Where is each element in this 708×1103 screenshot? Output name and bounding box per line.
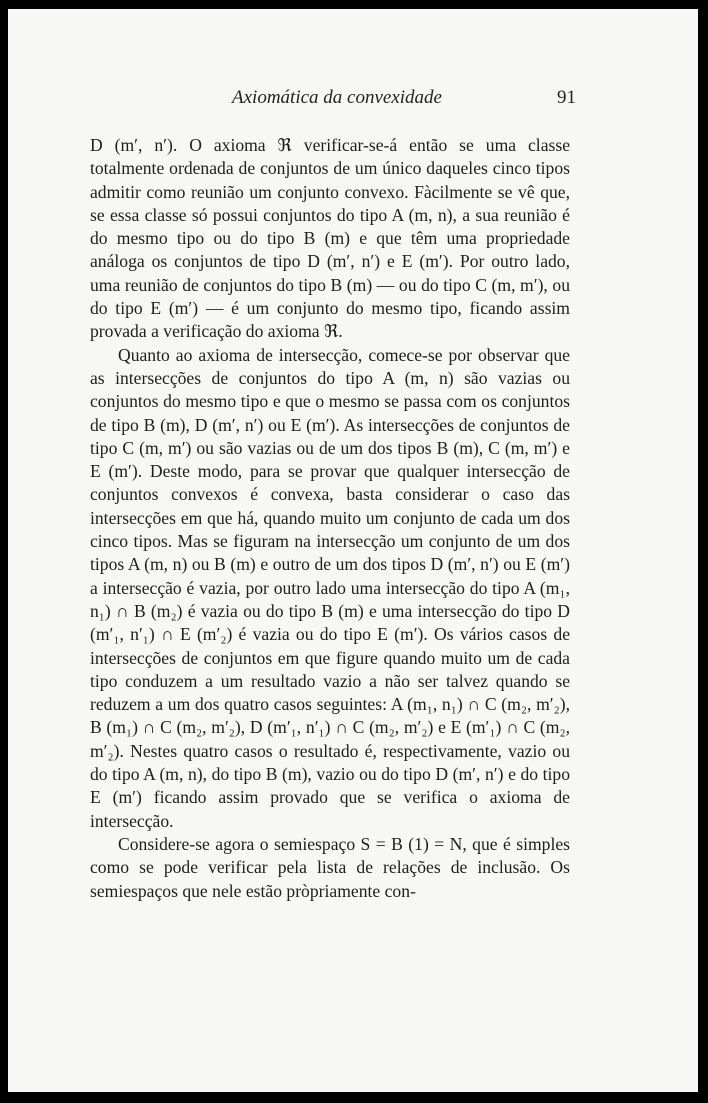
paragraph: Quanto ao axioma de intersecção, comece-se por observar que as intersecções de conjuntos do tipo A (m, n) são vazias ou conjuntos do mesmo tipo e que o mesmo se passa com os conjuntos de tipo B (m), D (m′, n′) ou E (m′). As intersecções de conjuntos de tipo C (m, m′) ou são vazias ou de um dos tipos B (m), C (m, m′) e E (m′). Deste modo, para se provar que qualquer intersecção de conjuntos convexos é convexa, basta considerar o caso das intersecções em que há, quando muito um conjunto de cada um dos cinco tipos. Mas se figuram na intersecção um conjunto de um dos tipos A (m, n) ou B (m) e outro de um dos tipos D (m′, n′) ou E (m′) a intersecção é vazia, por outro lado uma intersecção do tipo A (m₁, n₁) ∩ B (m₂) é vazia ou do tipo B (m) e uma intersecção do tipo D (m′₁, n′₁) ∩ E (m′₂) é vazia ou do tipo E (m′). Os vários casos de intersecções de conjuntos em que figure quando muito um de cada tipo conduzem a um resultado vazio a não ser talvez quando se reduzem a um dos quatro casos seguintes: A (m₁, n₁) ∩ C (m₂, m′₂), B (m₁) ∩ C (m₂, m′₂), D (m′₁, n′₁) ∩ C (m₂, m′₂) e E (m′₁) ∩ C (m₂, m′₂). Nestes quatro casos o resultado é, respectivamente, vazio ou do tipo A (m, n), do tipo B (m), vazio ou do tipo D (m′, n′) e do tipo E (m′) ficando assim provado que se verifica o axioma de intersecção.	[90, 344, 570, 831]
book-page	[8, 9, 698, 1092]
paragraph: D (m′, n′). O axioma ℜ verificar-se-á então se uma classe totalmente ordenada de conjuntos de um único daqueles cinco tipos admitir como reunião um conjunto convexo. Fàcilmente se vê que, se essa classe só possui conjuntos do tipo A (m, n), a sua reunião é do mesmo tipo ou do tipo B (m) e que têm uma propriedade análoga os conjuntos de tipo D (m′, n′) e E (m′). Por outro lado, uma reunião de conjuntos do tipo B (m) — ou do tipo C (m, m′), ou do tipo E (m′) — é um conjunto do mesmo tipo, ficando assim provada a verificação do axioma ℜ.	[90, 135, 570, 342]
page-number: 91	[557, 87, 576, 108]
page-header	[90, 87, 576, 117]
body-text	[90, 134, 570, 903]
paragraph: Considere-se agora o semiespaço S = B (1) = N, que é simples como se pode verificar pela lista de relações de inclusão. Os semiespaços que nele estão pròpriamente con-	[90, 833, 570, 901]
running-head: Axiomática da convexidade	[232, 87, 442, 108]
